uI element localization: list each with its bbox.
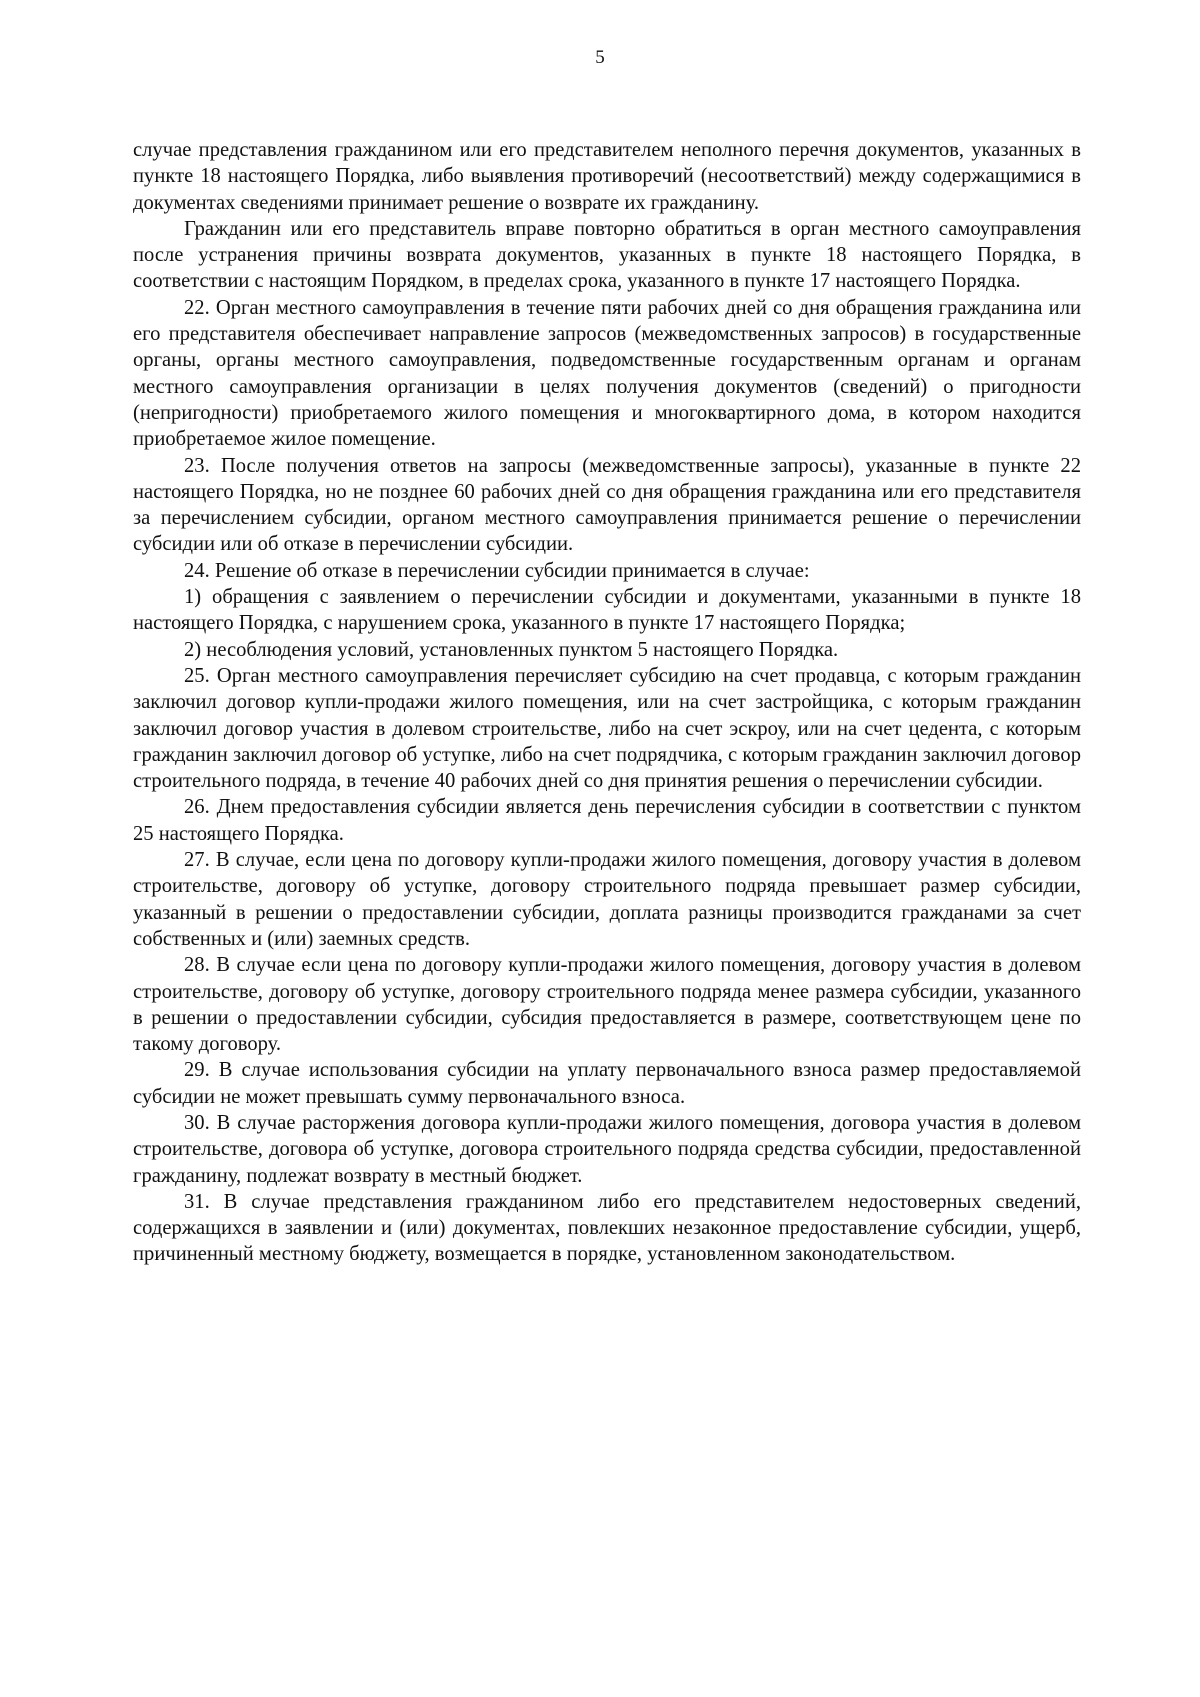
paragraph-25: 25. Орган местного самоуправления перечисляет субсидию на счет продавца, с которым гражданин заключил договор купли-продажи жилого помещения, или на счет застройщика, с которым гражданин заключил договор участия в долевом строительстве, либо на счет эскроу, или на счет цедента, с которым гражданин заключил договор об уступке, либо на счет подрядчика, с которым гражданин заключил договор строительного подряда, в течение 40 рабочих дней со дня принятия решения о перечислении субсидии. — [133, 664, 1081, 793]
paragraph-repeat-application: Гражданин или его представитель вправе повторно обратиться в орган местного самоуправления после устранения причины возврата документов, указанных в пункте 18 настоящего Порядка, в соответствии с настоящим Порядком, в пределах срока, указанного в пункте 17 настоящего Порядка. — [133, 217, 1081, 293]
paragraph-28: 28. В случае если цена по договору купли-продажи жилого помещения, договору участия в долевом строительстве, договору об уступке, договору строительного подряда менее размера субсидии, указанного в решении о предоставлении субсидии, субсидия предоставляется в размере, соответствующем цене по такому договору. — [133, 954, 1081, 1056]
paragraph-29: 29. В случае использования субсидии на уплату первоначального взноса размер предоставляемой субсидии не может превышать сумму первоначального взноса. — [133, 1059, 1081, 1108]
paragraph-24: 24. Решение об отказе в перечислении субсидии принимается в случае: — [184, 559, 810, 582]
paragraph-31: 31. В случае представления гражданином либо его представителем недостоверных сведений, содержащихся в заявлении и (или) документах, повлекших незаконное предоставление субсидии, ущерб, причиненный местному бюджету, возмещается в порядке, установленном законодательством. — [133, 1190, 1081, 1266]
paragraph-24-item-2: 2) несоблюдения условий, установленных пунктом 5 настоящего Порядка. — [184, 638, 839, 661]
paragraph-continuation: случае представления гражданином или его представителем неполного перечня документов, указанных в пункте 18 настоящего Порядка, либо выявления противоречий (несоответствий) между содержащимися в документах сведениями принимает решение о возврате их гражданину. — [133, 139, 1081, 214]
paragraph-24-item-1: 1) обращения с заявлением о перечислении субсидии и документами, указанными в пункте 18 настоящего Порядка, с нарушением срока, указанного в пункте 17 настоящего Порядка; — [133, 586, 1081, 635]
page-number: 5 — [595, 47, 605, 68]
paragraph-26: 26. Днем предоставления субсидии является день перечисления субсидии в соответствии с пунктом 25 настоящего Порядка. — [133, 796, 1081, 845]
paragraph-23: 23. После получения ответов на запросы (межведомственные запросы), указанные в пункте 22 настоящего Порядка, но не позднее 60 рабочих дней со дня обращения гражданина или его представителя за перечислением субсидии, органом местного самоуправления принимается решение о перечислении субсидии или об отказе в перечислении субсидии. — [133, 454, 1081, 556]
paragraph-27: 27. В случае, если цена по договору купли-продажи жилого помещения, договору участия в долевом строительстве, договору об уступке, договору строительного подряда превышает размер субсидии, указанный в решении о предоставлении субсидии, доплата разницы производится гражданами за счет собственных и (или) заемных средств. — [133, 849, 1081, 950]
paragraph-30: 30. В случае расторжения договора купли-продажи жилого помещения, договора участия в долевом строительстве, договора об уступке, договора строительного подряда средства субсидии, предоставленной гражданину, подлежат возврату в местный бюджет. — [133, 1111, 1081, 1187]
paragraph-22: 22. Орган местного самоуправления в течение пяти рабочих дней со дня обращения гражданина или его представителя обеспечивает направление запросов (межведомственных запросов) в государственные органы, органы местного самоуправления, подведомственные государственным органам и органам местного самоуправления организации в целях получения документов (сведений) о пригодности (непригодности) приобретаемого жилого помещения и многоквартирного дома, в котором находится приобретаемое жилое помещение. — [133, 296, 1081, 451]
document-body — [133, 137, 1081, 1268]
